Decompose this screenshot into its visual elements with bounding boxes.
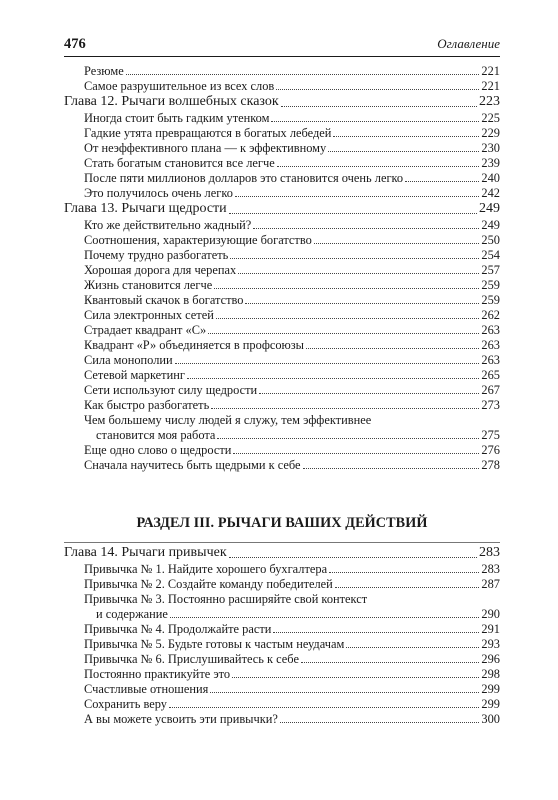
dot-leader: [329, 572, 479, 573]
toc-entry-title: Сила электронных сетей: [84, 308, 214, 322]
toc-entry-title: Жизнь становится легче: [84, 278, 213, 292]
toc-page-number: 259: [481, 293, 500, 307]
toc-entry: [64, 457, 500, 472]
toc-entry: [64, 307, 500, 322]
toc-entry-title: Чем большему числу людей я служу, тем эффективнее: [84, 413, 372, 427]
toc-entry-title: Кто же действительно жадный?: [84, 218, 252, 232]
toc-page-number: 298: [481, 667, 500, 681]
toc-entry-title: Еще одно слово о щедрости: [84, 443, 232, 457]
toc-page-number: 263: [481, 353, 500, 367]
toc-entry-title: Квантовый скачок в богатство: [84, 293, 244, 307]
toc-entry-continuation: [64, 606, 500, 621]
running-head-title: Оглавление: [437, 36, 500, 51]
toc-entry-title: От неэффективного плана — к эффективному: [84, 141, 327, 155]
dot-leader: [259, 393, 479, 394]
dot-leader: [273, 632, 479, 633]
toc-entry: [64, 140, 500, 155]
toc-page-number: 250: [481, 233, 500, 247]
toc-entry-title: Почему трудно разбогатеть: [84, 248, 229, 262]
toc-page-number: 276: [481, 443, 500, 457]
toc-list-part1: [64, 63, 500, 472]
toc-entry: [64, 696, 500, 711]
toc-entry-title: Иногда стоит быть гадким утенком: [84, 111, 270, 125]
toc-page-number: 240: [481, 171, 500, 185]
dot-leader: [301, 662, 479, 663]
dot-leader: [229, 213, 477, 214]
toc-entry-title: Сетевой маркетинг: [84, 368, 185, 382]
toc-page-number: 229: [481, 126, 500, 140]
toc-entry-title: Резюме: [84, 64, 124, 78]
toc-entry-title: Сначала научитесь быть щедрыми к себе: [84, 458, 301, 472]
toc-entry-title-continued: и содержание: [96, 607, 168, 621]
toc-entry: [64, 591, 500, 606]
dot-leader: [281, 106, 477, 107]
toc-chapter: [64, 200, 500, 217]
toc-page-number: 263: [481, 323, 500, 337]
toc-entry: [64, 621, 500, 636]
toc-entry: [64, 412, 500, 427]
toc-page-number: 299: [481, 682, 500, 696]
toc-entry-title: Сети используют силу щедрости: [84, 383, 258, 397]
toc-entry: [64, 561, 500, 576]
dot-leader: [306, 348, 479, 349]
dot-leader: [253, 228, 479, 229]
dot-leader: [214, 288, 479, 289]
dot-leader: [175, 363, 480, 364]
toc-entry-title: Хорошая дорога для черепах: [84, 263, 237, 277]
dot-leader: [303, 468, 480, 469]
toc-page-number: 283: [481, 562, 500, 576]
toc-page-number: 291: [481, 622, 500, 636]
toc-page-number: 230: [481, 141, 500, 155]
toc-entry-title: Постоянно практикуйте это: [84, 667, 231, 681]
toc-chapter-title: Глава 13. Рычаги щедрости: [64, 201, 227, 216]
toc-list-part2: [64, 542, 500, 726]
section-title: РАЗДЕЛ III. РЫЧАГИ ВАШИХ ДЕЙСТВИЙ: [136, 515, 428, 531]
toc-page-number: 257: [481, 263, 500, 277]
toc-entry: [64, 125, 500, 140]
toc-page-number: 249: [479, 201, 500, 216]
toc-page-number: 242: [481, 186, 500, 200]
dot-leader: [277, 166, 480, 167]
toc-entry: [64, 232, 500, 247]
toc-entry: [64, 155, 500, 170]
dot-leader: [314, 243, 480, 244]
toc-entry: [64, 262, 500, 277]
toc-page-number: 225: [481, 111, 500, 125]
toc-page-number: 293: [481, 637, 500, 651]
toc-chapter-title: Глава 12. Рычаги волшебных сказок: [64, 94, 279, 109]
toc-page-number: 221: [481, 79, 500, 93]
toc-entry: [64, 651, 500, 666]
toc-entry-title: Привычка № 6. Прислушивайтесь к себе: [84, 652, 299, 666]
toc-page-number: 299: [481, 697, 500, 711]
toc-entry-title: Привычка № 2. Создайте команду победителей: [84, 577, 333, 591]
toc-entry-title: После пяти миллионов долларов это становится очень легко: [84, 171, 404, 185]
toc-page-number: 265: [481, 368, 500, 382]
toc-page-number: 296: [481, 652, 500, 666]
toc-entry-title: Привычка № 1. Найдите хорошего бухгалтера: [84, 562, 328, 576]
running-header: [64, 36, 500, 53]
dot-leader: [210, 692, 479, 693]
toc-entry-title: А вы можете усвоить эти привычки?: [84, 712, 278, 726]
toc-entry: [64, 277, 500, 292]
toc-entry: [64, 78, 500, 93]
toc-entry: [64, 217, 500, 232]
toc-entry-title: Страдает квадрант «С»: [84, 323, 207, 337]
dot-leader: [280, 722, 480, 723]
toc-page-number: 283: [479, 545, 500, 560]
dot-leader: [405, 181, 479, 182]
toc-entry-title: Соотношения, характеризующие богатство: [84, 233, 312, 247]
toc-entry-title: Привычка № 4. Продолжайте расти: [84, 622, 272, 636]
toc-entry: [64, 397, 500, 412]
toc-entry: [64, 322, 500, 337]
toc-page-number: 223: [479, 94, 500, 109]
header-rule: [64, 56, 500, 57]
toc-page-number: 259: [481, 278, 500, 292]
dot-leader: [230, 258, 479, 259]
toc-entry-title: Счастливые отношения: [84, 682, 209, 696]
page-number: 476: [64, 36, 86, 52]
toc-entry: [64, 666, 500, 681]
toc-entry-title: Привычка № 3. Постоянно расширяйте свой контекст: [84, 592, 368, 606]
toc-chapter: [64, 93, 500, 110]
toc-entry: [64, 63, 500, 78]
toc-entry: [64, 681, 500, 696]
toc-page-number: 263: [481, 338, 500, 352]
dot-leader: [238, 273, 479, 274]
toc-entry-title: Квадрант «Р» объединяется в профсоюзы: [84, 338, 305, 352]
toc-page-number: 254: [481, 248, 500, 262]
dot-leader: [229, 557, 477, 558]
toc-chapter-title: Глава 14. Рычаги привычек: [64, 545, 227, 560]
toc-chapter: [64, 542, 500, 561]
dot-leader: [217, 438, 479, 439]
toc-entry-title: Привычка № 5. Будьте готовы к частым неудачам: [84, 637, 345, 651]
toc-entry-title: Стать богатым становится все легче: [84, 156, 275, 170]
dot-leader: [235, 196, 480, 197]
toc-entry: [64, 367, 500, 382]
toc-entry-title: Сила монополии: [84, 353, 173, 367]
toc-entry-title: Это получилось очень легко: [84, 186, 233, 200]
dot-leader: [170, 617, 480, 618]
toc-entry-title: Самое разрушительное из всех слов: [84, 79, 275, 93]
toc-entry: [64, 352, 500, 367]
toc-entry: [64, 170, 500, 185]
dot-leader: [333, 136, 479, 137]
toc-entry: [64, 576, 500, 591]
dot-leader: [276, 89, 479, 90]
toc-page-number: 278: [481, 458, 500, 472]
toc-entry: [64, 337, 500, 352]
toc-entry-title: Гадкие утята превращаются в богатых лебедей: [84, 126, 332, 140]
toc-page-number: 300: [481, 712, 500, 726]
dot-leader: [208, 333, 479, 334]
toc-entry: [64, 110, 500, 125]
toc-page-number: 273: [481, 398, 500, 412]
toc-entry: [64, 292, 500, 307]
toc-entry-title: Сохранить веру: [84, 697, 167, 711]
dot-leader: [232, 677, 479, 678]
toc-entry: [64, 247, 500, 262]
dot-leader: [335, 587, 480, 588]
toc-page-number: 267: [481, 383, 500, 397]
toc-entry-title: Как быстро разбогатеть: [84, 398, 210, 412]
toc-entry: [64, 636, 500, 651]
dot-leader: [346, 647, 479, 648]
dot-leader: [216, 318, 480, 319]
dot-leader: [126, 74, 480, 75]
toc-page-number: 262: [481, 308, 500, 322]
toc-entry-title-continued: становится моя работа: [96, 428, 216, 442]
toc-page-number: 221: [481, 64, 500, 78]
toc-page-number: 275: [481, 428, 500, 442]
dot-leader: [245, 303, 479, 304]
toc-entry: [64, 442, 500, 457]
dot-leader: [328, 151, 479, 152]
toc-entry-continuation: [64, 427, 500, 442]
toc-page-number: 287: [481, 577, 500, 591]
dot-leader: [233, 453, 479, 454]
toc-page-number: 239: [481, 156, 500, 170]
toc-page-number: 290: [481, 607, 500, 621]
dot-leader: [211, 408, 479, 409]
toc-entry: [64, 185, 500, 200]
dot-leader: [169, 707, 479, 708]
toc-page-number: 249: [481, 218, 500, 232]
toc-entry: [64, 382, 500, 397]
dot-leader: [271, 121, 479, 122]
toc-entry: [64, 711, 500, 726]
dot-leader: [187, 378, 479, 379]
